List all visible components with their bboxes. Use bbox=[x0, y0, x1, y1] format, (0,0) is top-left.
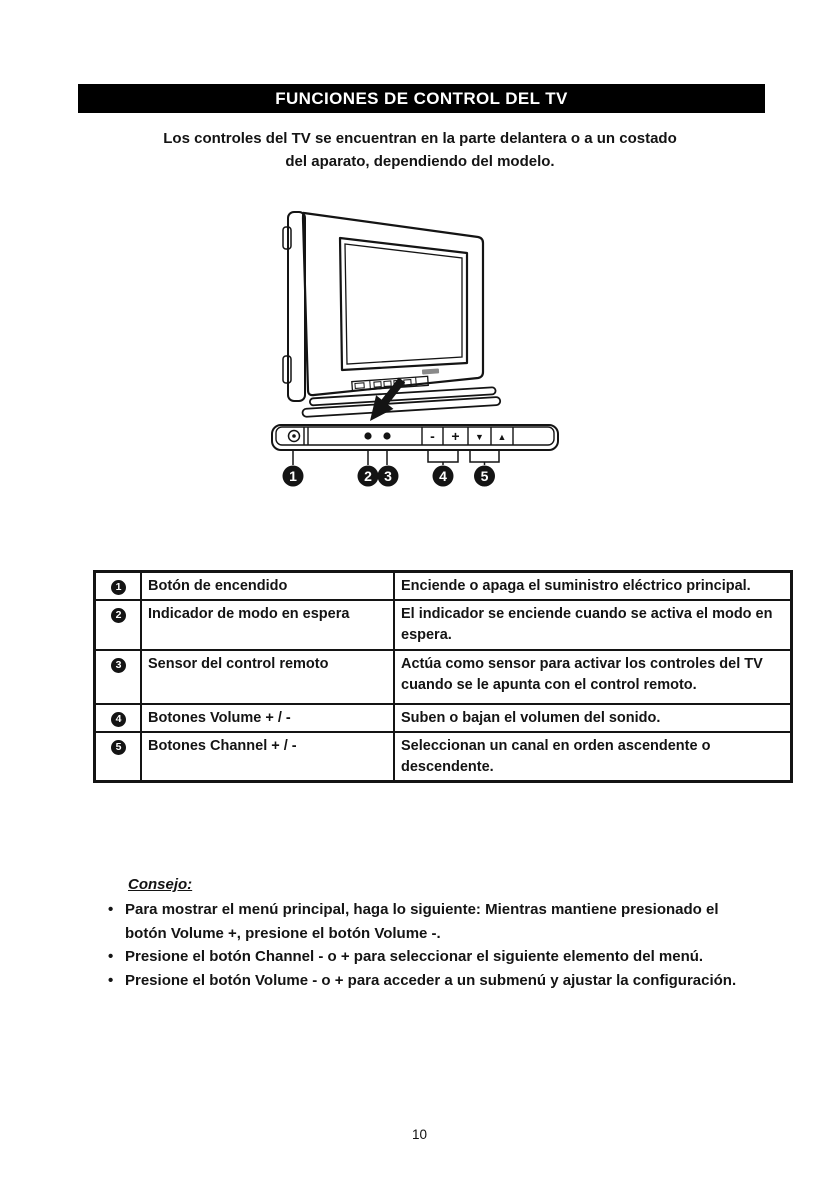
table-row bbox=[95, 732, 792, 782]
row-number-badge: 2 bbox=[111, 608, 126, 623]
tv-brand-mark bbox=[422, 368, 439, 374]
control-description: El indicador se enciende cuando se activa el modo en espera. bbox=[394, 600, 792, 650]
tip-item bbox=[108, 898, 760, 945]
tip-text: Presione el botón Channel - o + para seleccionar el siguiente elemento del menú. bbox=[125, 948, 704, 965]
table-row bbox=[95, 704, 792, 732]
table-row bbox=[95, 650, 792, 704]
tip-item bbox=[108, 945, 760, 969]
tip-text: Para mostrar el menú principal, haga lo siguiente: Mientras mantiene presionado el botón Volume +, presione el botón Volume -. bbox=[125, 901, 719, 942]
tip-item bbox=[108, 969, 760, 993]
control-description: Enciende o apaga el suministro eléctrico principal. bbox=[394, 572, 792, 601]
callout-4-number: 4 bbox=[439, 468, 447, 484]
control-description: Seleccionan un canal en orden ascendente o descendente. bbox=[394, 732, 792, 782]
tv-screen-outer bbox=[340, 238, 467, 370]
page-title: FUNCIONES DE CONTROL DEL TV bbox=[78, 84, 765, 113]
tip-section bbox=[108, 876, 760, 992]
control-label: Botones Volume + / - bbox=[141, 704, 394, 732]
controls-table-wrap bbox=[93, 570, 793, 783]
bullet-icon: • bbox=[108, 901, 114, 918]
row-number-badge: 3 bbox=[111, 658, 126, 673]
control-label: Botones Channel + / - bbox=[141, 732, 394, 782]
volume-minus-button: - bbox=[430, 428, 435, 444]
control-description: Actúa como sensor para activar los controles del TV cuando se le apunta con el control remoto. bbox=[394, 650, 792, 704]
intro-line-2: del aparato, dependiendo del modelo. bbox=[285, 153, 555, 170]
table-row bbox=[95, 572, 792, 601]
tv-screen-inner bbox=[345, 244, 462, 364]
row-number-badge: 5 bbox=[111, 740, 126, 755]
callout-5-number: 5 bbox=[480, 468, 489, 484]
tv-base bbox=[302, 387, 501, 417]
callout-leaders bbox=[293, 450, 499, 465]
tv-illustration bbox=[252, 196, 572, 496]
power-icon bbox=[289, 431, 300, 442]
volume-plus-button: + bbox=[451, 428, 460, 444]
row-number-badge: 1 bbox=[111, 580, 126, 595]
callout-1-number: 1 bbox=[289, 468, 297, 484]
bullet-icon: • bbox=[108, 971, 114, 989]
control-panel bbox=[272, 425, 558, 450]
row-number-badge: 4 bbox=[111, 712, 126, 727]
callout-2-number: 2 bbox=[364, 468, 372, 484]
control-label: Sensor del control remoto bbox=[141, 650, 394, 704]
remote-sensor-icon bbox=[383, 432, 390, 439]
intro-line-1: Los controles del TV se encuentran en la parte delantera o a un costado bbox=[163, 130, 677, 147]
page-number: 10 bbox=[411, 1127, 428, 1142]
callout-badges bbox=[283, 466, 496, 487]
callout-3-number: 3 bbox=[384, 468, 392, 484]
intro-paragraph bbox=[80, 127, 760, 173]
table-row bbox=[95, 600, 792, 650]
bullet-icon: • bbox=[108, 948, 114, 965]
standby-indicator-icon bbox=[364, 432, 371, 439]
tv-side-panel bbox=[283, 212, 305, 401]
control-description: Suben o bajan el volumen del sonido. bbox=[394, 704, 792, 732]
controls-table bbox=[93, 570, 793, 783]
control-label: Indicador de modo en espera bbox=[141, 600, 394, 650]
channel-up-button: ▲ bbox=[497, 432, 507, 442]
tip-heading: Consejo: bbox=[128, 876, 193, 893]
control-label: Botón de encendido bbox=[141, 572, 394, 601]
channel-down-button: ▼ bbox=[475, 432, 484, 442]
tip-text: Presione el botón Volume - o + para acceder a un submenú y ajustar la configuración. bbox=[125, 971, 737, 989]
